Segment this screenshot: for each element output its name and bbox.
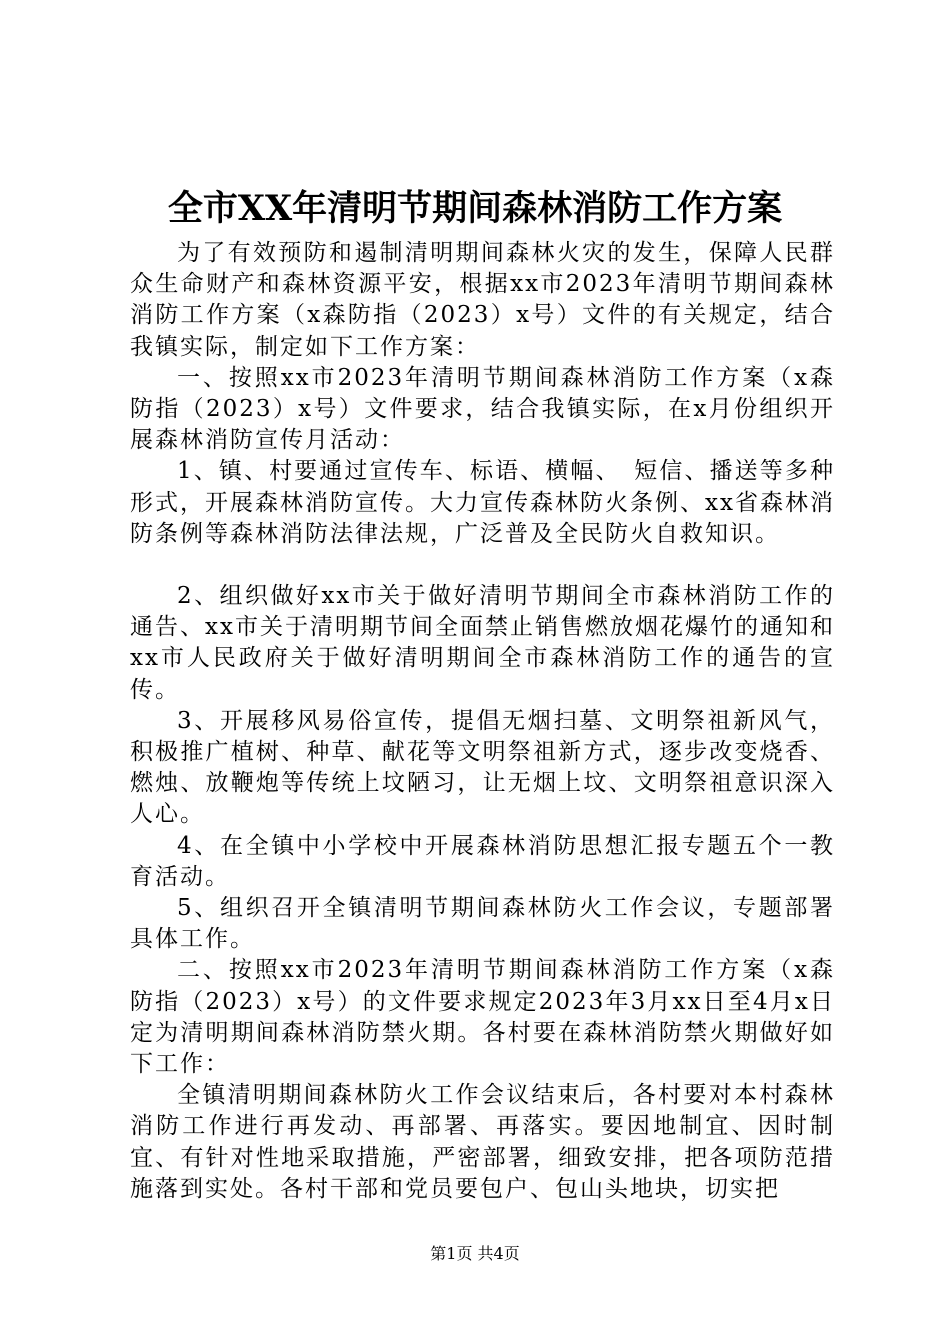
paragraph-section-two: 二、按照xx市2023年清明节期间森林消防工作方案（x森防指（2023）x号）的文件要求规定2023年3月xx日至4月x日定为清明期间森林消防禁火期。各村要在森林消防禁火期做好如下工作： [130,957,835,1078]
paragraph-item-1: 1、镇、村要通过宣传车、标语、横幅、 短信、播送等多种形式，开展森林消防宣传。大力宣传森林防火条例、xx省森林消防条例等森林消防法律法规，广泛普及全民防火自救知识。 [130,458,835,547]
paragraph-item-5: 5、组织召开全镇清明节期间森林防火工作会议，专题部署具体工作。 [130,895,835,953]
page-number-footer: 第1页 共4页 [430,1244,520,1263]
paragraph-item-3: 3、开展移风易俗宣传，提倡无烟扫墓、文明祭祖新风气，积极推广植树、种草、献花等文明祭祖新方式，逐步改变烧香、燃烛、放鞭炮等传统上坟陋习，让无烟上坟、文明祭祖意识深入人心。 [130,707,835,828]
paragraph-item-4: 4、在全镇中小学校中开展森林消防思想汇报专题五个一教育活动。 [130,832,835,890]
paragraph-intro: 为了有效预防和遏制清明期间森林火灾的发生，保障人民群众生命财产和森林资源平安，根据xx市2023年清明节期间森林消防工作方案（x森防指（2023）x号）文件的有关规定，结合我镇实际，制定如下工作方案： [130,240,835,360]
paragraph-section-one: 一、按照xx市2023年清明节期间森林消防工作方案（x森防指（2023）x号）文件要求，结合我镇实际，在x月份组织开展森林消防宣传月活动： [130,364,835,454]
document-body [130,238,835,1205]
paragraph-item-2: 2、组织做好xx市关于做好清明节期间全市森林消防工作的通告、xx市关于清明期节间全面禁止销售燃放烟花爆竹的通知和xx市人民政府关于做好清明期间全市森林消防工作的通告的宣传。 [130,583,835,703]
document-title: 全市XX年清明节期间森林消防工作方案 [167,188,783,229]
paragraph-section-two-detail: 全镇清明期间森林防火工作会议结束后，各村要对本村森林消防工作进行再发动、再部署、再落实。要因地制宜、因时制宜、有针对性地采取措施，严密部署，细致安排，把各项防范措施落到实处。各村干部和党员要包户、包山头地块，切实把 [130,1082,835,1202]
